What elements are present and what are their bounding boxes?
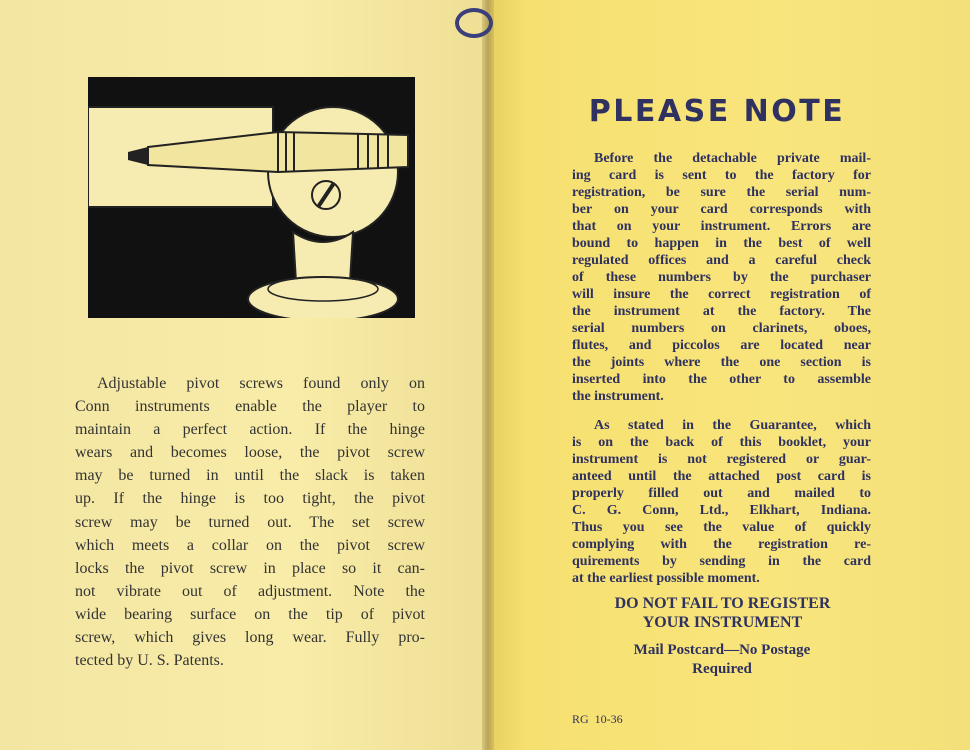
text-line: at the earliest possible moment. (572, 571, 760, 586)
text-line: anteed until the attached post card is (572, 469, 871, 484)
text-line: flutes, and piccolos are located near (572, 338, 871, 353)
text-line: ber on your card corresponds with (572, 202, 871, 217)
caption-line: which meets a collar on the pivot screw (75, 536, 425, 554)
text-line: quirements by sending in the card (572, 554, 871, 569)
text-line: the instrument. (572, 389, 664, 404)
text-line: regulated offices and a careful check (572, 253, 871, 268)
text-line: is on the back of this booklet, your (572, 435, 871, 450)
text-line: registration, be sure the serial num- (572, 185, 871, 200)
text-line: properly filled out and mailed to (572, 486, 871, 501)
text-line: the joints where the one section is (572, 355, 871, 370)
register-warning (560, 594, 885, 632)
registration-notice (572, 150, 871, 587)
text-line: the instrument at the factory. The (572, 304, 871, 319)
text-line: instrument is not registered or guar- (572, 452, 871, 467)
text-line: C. G. Conn, Ltd., Elkhart, Indiana. (572, 503, 871, 518)
pivot-screw-illustration (88, 77, 415, 318)
text-line: serial numbers on clarinets, oboes, (572, 321, 871, 336)
text-line: Before the detachable private mail- (594, 151, 871, 166)
paragraph-2 (572, 417, 871, 587)
pivot-screw-caption (75, 372, 425, 672)
caption-line: not vibrate out of adjustment. Note the (75, 582, 425, 600)
text-line: Thus you see the value of quickly (572, 520, 871, 535)
mail-line: Required (692, 661, 752, 677)
caption-line: may be turned in until the slack is taken (75, 467, 425, 485)
page-title: PLEASE NOTE (588, 94, 846, 129)
text-line: will insure the correct registration of (572, 287, 871, 302)
text-line: bound to happen in the best of well (572, 236, 871, 251)
text-line: of these numbers by the purchaser (572, 270, 871, 285)
caption-line: wears and becomes loose, the pivot screw (75, 444, 425, 462)
text-line: As stated in the Guarantee, which (594, 418, 871, 433)
warning-line: DO NOT FAIL TO REGISTER (614, 595, 831, 612)
text-line: ing card is sent to the factory for (572, 168, 871, 183)
print-code: RG 10-36 (572, 712, 623, 726)
mail-line: Mail Postcard—No Postage (633, 642, 811, 658)
caption-line: Conn instruments enable the player to (75, 398, 425, 416)
text-line: inserted into the other to assemble (572, 372, 871, 387)
text-line: complying with the registration re- (572, 537, 871, 552)
caption-line: maintain a perfect action. If the hinge (75, 421, 425, 439)
caption-line: Adjustable pivot screws found only on (97, 375, 425, 392)
binding-string (455, 8, 493, 38)
caption-line: locks the pivot screw in place so it can- (75, 559, 425, 577)
paragraph-1 (572, 150, 871, 405)
caption-line: screw may be turned out. The set screw (75, 513, 425, 531)
mail-postcard-note (572, 641, 872, 679)
caption-line: up. If the hinge is too tight, the pivot (75, 490, 425, 508)
caption-line: wide bearing surface on the tip of pivot (75, 605, 425, 623)
caption-line: tected by U. S. Patents. (75, 652, 224, 670)
caption-line: screw, which gives long wear. Fully pro- (75, 629, 425, 647)
booklet-spine (482, 0, 494, 750)
warning-line: YOUR INSTRUMENT (642, 614, 803, 631)
text-line: that on your instrument. Errors are (572, 219, 871, 234)
